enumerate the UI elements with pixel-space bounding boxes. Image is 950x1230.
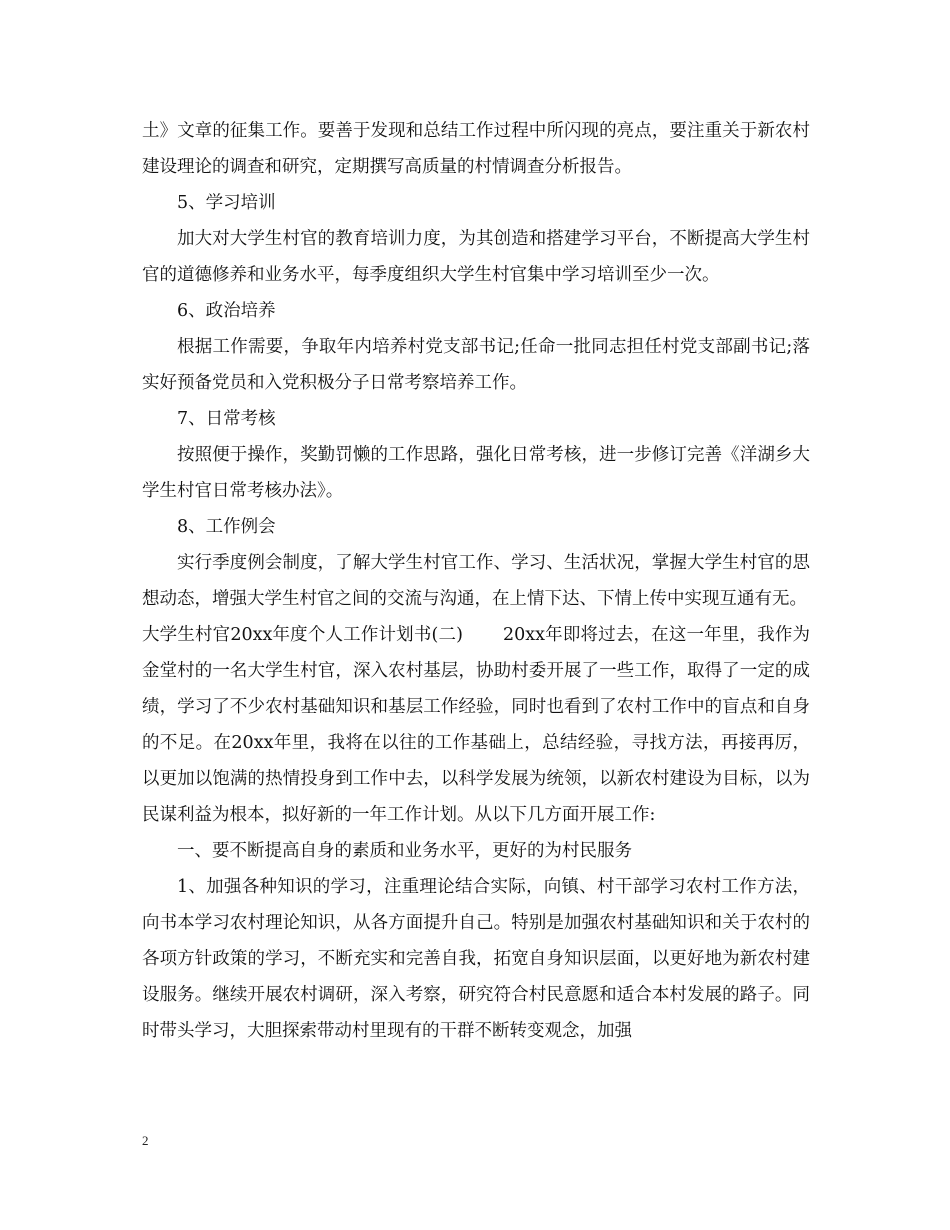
section2-paragraph [142,617,810,833]
heading-study-training: 5、学习培训 [177,193,276,213]
document-body [142,113,810,1049]
heading-political-cultivation: 6、政治培养 [177,301,276,321]
paragraph-work-meeting: 实行季度例会制度，了解大学生村官工作、学习、生活状况，掌握大学生村官的思想动态，增强大学生村官之间的交流与沟通，在上情下达、下情上传中实现互通有无。 [142,553,810,609]
heading-work-meeting: 8、工作例会 [177,517,276,537]
heading-improve-quality: 一、要不断提高自身的素质和业务水平，更好的为村民服务 [177,841,632,861]
paragraph-continuation: 土》文章的征集工作。要善于发现和总结工作过程中所闪现的亮点，要注重关于新农村建设理论的调查和研究，定期撰写高质量的村情调查分析报告。 [142,121,810,177]
paragraph-daily-assessment: 按照便于操作，奖勤罚懒的工作思路，强化日常考核，进一步修订完善《洋湖乡大学生村官日常考核办法》。 [142,445,810,501]
page-number: 2 [142,1133,149,1148]
heading-daily-assessment: 7、日常考核 [177,409,276,429]
paragraph-political-cultivation: 根据工作需要，争取年内培养村党支部书记;任命一批同志担任村党支部副书记;落实好预备党员和入党积极分子日常考察培养工作。 [142,337,810,393]
section2-title: 大学生村官20xx年度个人工作计划书(二) [142,625,463,645]
paragraph-strengthen-learning: 1、加强各种知识的学习，注重理论结合实际，向镇、村干部学习农村工作方法，向书本学习农村理论知识，从各方面提升自己。特别是加强农村基础知识和关于农村的各项方针政策的学习，不断充实和完善自我，拓宽自身知识层面，以更好地为新农村建设服务。继续开展农村调研，深入考察，研究符合村民意愿和适合本村发展的路子。同时带头学习，大胆探索带动村里现有的干群不断转变观念，加强 [142,877,810,1041]
section2-intro: 20xx年即将过去，在这一年里，我作为金堂村的一名大学生村官，深入农村基层，协助村委开展了一些工作，取得了一定的成绩，学习了不少农村基础知识和基层工作经验，同时也看到了农村工作中的盲点和自身的不足。在20xx年里，我将在以往的工作基础上，总结经验，寻找方法，再接再厉，以更加以饱满的热情投身到工作中去，以科学发展为统领，以新农村建设为目标，以为民谋利益为根本，拟好新的一年工作计划。从以下几方面开展工作: [142,625,810,825]
paragraph-study-training: 加大对大学生村官的教育培训力度，为其创造和搭建学习平台，不断提高大学生村官的道德修养和业务水平，每季度组织大学生村官集中学习培训至少一次。 [142,229,810,285]
